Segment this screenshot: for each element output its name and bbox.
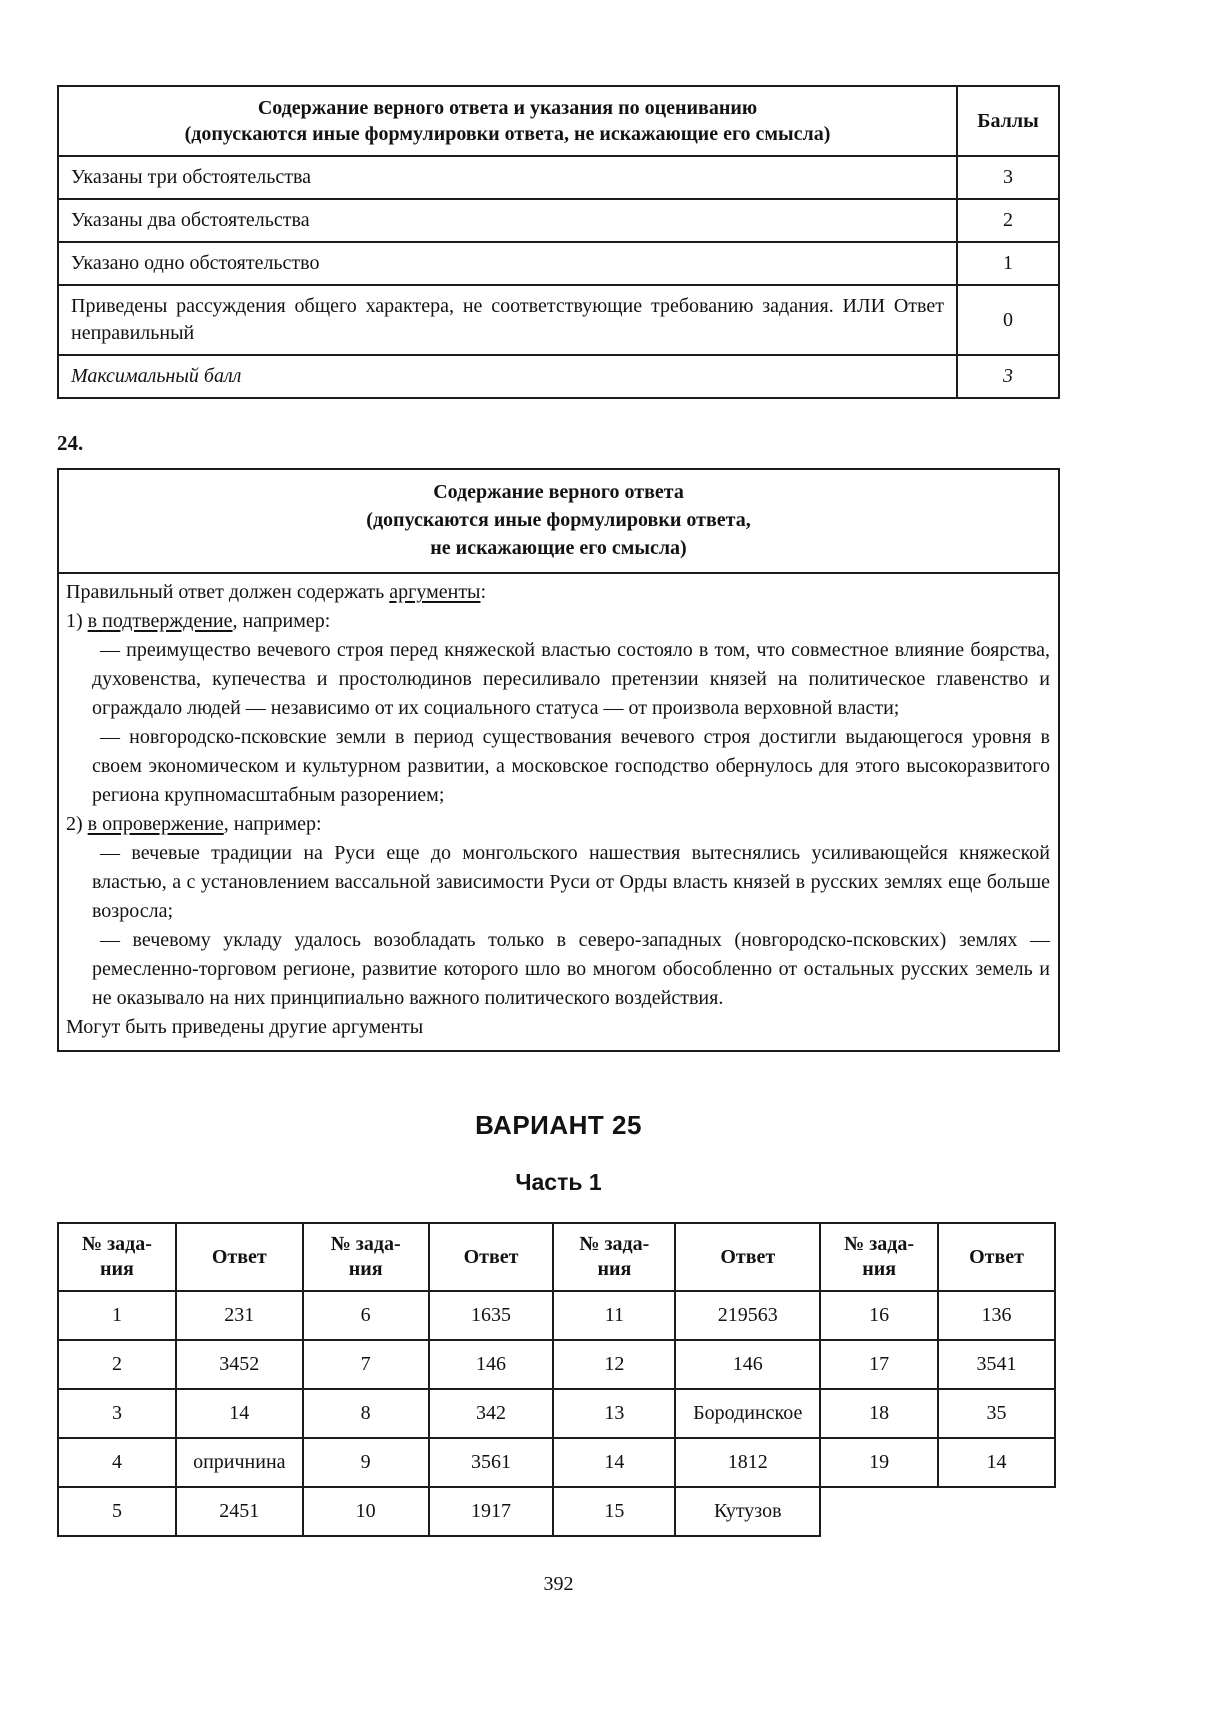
rubric-body	[58, 573, 1059, 1051]
answer-cell: Кутузов	[675, 1487, 820, 1536]
rubric-header-line2: (допускаются иные формулировки ответа,	[366, 509, 751, 531]
rubric-paragraph	[92, 723, 1050, 810]
answers-header-num-line1: № зада-	[330, 1233, 401, 1255]
max-score-value: 3	[957, 355, 1059, 398]
task-id-cell: 12	[553, 1340, 675, 1389]
rubric-header-row	[58, 469, 1059, 573]
rubric-text-segment: — вечевые традиции на Руси еще до монгольского нашествия вытеснялись усиливающейся княжеской властью, а с установлением вассальной зависимости Руси от Орды власть князей в русских землях еще больше возросла;	[92, 842, 1050, 922]
points-cell: 3	[957, 156, 1059, 199]
points-cell: 2	[957, 199, 1059, 242]
answers-row	[58, 1291, 1055, 1340]
rubric-paragraph	[92, 839, 1050, 926]
task-id-cell: 19	[820, 1438, 938, 1487]
answer-cell: 35	[938, 1389, 1055, 1438]
answers-header-row	[58, 1223, 1055, 1291]
scoring-criteria-header	[58, 86, 957, 156]
answer-cell: 136	[938, 1291, 1055, 1340]
rubric-paragraph	[66, 810, 1050, 839]
answer-cell: 2451	[176, 1487, 303, 1536]
rubric-text-segment: Правильный ответ должен содержать	[66, 581, 390, 603]
scoring-criteria-header-line1: Содержание верного ответа и указания по оцениванию	[257, 97, 758, 119]
scoring-criteria-header-line2: (допускаются иные формулировки ответа, не искажающие его смысла)	[184, 123, 831, 145]
task-id-cell: 14	[553, 1438, 675, 1487]
rubric-text-segment: 2)	[66, 813, 88, 835]
scoring-table	[57, 85, 1060, 399]
rubric-text-segment: Могут быть приведены другие аргументы	[66, 1016, 424, 1038]
rubric-table	[57, 468, 1060, 1052]
answer-cell: 14	[938, 1438, 1055, 1487]
rubric-underlined-segment: аргументы	[389, 581, 481, 603]
scoring-row	[58, 242, 1059, 285]
task-id-cell: 16	[820, 1291, 938, 1340]
answer-cell: 1635	[429, 1291, 554, 1340]
rubric-paragraph	[92, 636, 1050, 723]
empty-cell	[938, 1487, 1055, 1536]
task-id-cell: 8	[303, 1389, 429, 1438]
answer-cell: 146	[675, 1340, 820, 1389]
task-id-cell: 15	[553, 1487, 675, 1536]
max-score-label: Максимальный балл	[58, 355, 957, 398]
task-id-cell: 4	[58, 1438, 176, 1487]
criteria-cell: Указано одно обстоятельство	[58, 242, 957, 285]
task-id-cell: 9	[303, 1438, 429, 1487]
answers-header-num-line2: ния	[862, 1258, 897, 1280]
answer-cell: 3541	[938, 1340, 1055, 1389]
answers-row	[58, 1389, 1055, 1438]
rubric-paragraph	[92, 926, 1050, 1013]
rubric-text-segment: — новгородско-псковские земли в период существования вечевого строя достигли выдающегося уровня в своем экономическом и культурном развитии, а московское господство обернулось для этого высокоразвитого региона крупномасштабным разорением;	[92, 726, 1050, 806]
criteria-cell: Указаны два обстоятельства	[58, 199, 957, 242]
rubric-text-segment: :	[480, 581, 487, 603]
answer-cell: 342	[429, 1389, 554, 1438]
task-id-cell: 13	[553, 1389, 675, 1438]
task-id-cell: 7	[303, 1340, 429, 1389]
scoring-footer-row	[58, 355, 1059, 398]
empty-cell	[820, 1487, 938, 1536]
answer-cell: 1917	[429, 1487, 554, 1536]
answers-row	[58, 1487, 1055, 1536]
rubric-body-row	[58, 573, 1059, 1051]
answer-cell: Бородинское	[675, 1389, 820, 1438]
task-number: 24.	[57, 431, 84, 455]
answers-header-answer: Ответ	[176, 1223, 303, 1291]
answers-table	[57, 1222, 1056, 1537]
task-id-cell: 10	[303, 1487, 429, 1536]
answers-header-num-line1: № зада-	[81, 1233, 152, 1255]
scoring-row	[58, 156, 1059, 199]
part-title: Часть 1	[515, 1169, 602, 1195]
scoring-row	[58, 199, 1059, 242]
rubric-underlined-segment: в подтверждение	[87, 610, 233, 632]
task-id-cell: 11	[553, 1291, 675, 1340]
rubric-header-line3: не искажающие его смысла)	[430, 537, 687, 559]
page-number: 392	[543, 1573, 574, 1595]
rubric-header-line1: Содержание верного ответа	[433, 481, 684, 503]
rubric-paragraph	[66, 1013, 1050, 1042]
task-id-cell: 2	[58, 1340, 176, 1389]
criteria-cell: Приведены рассуждения общего характера, не соответствующие требованию задания. ИЛИ Ответ неправильный	[58, 285, 957, 355]
variant-title: ВАРИАНТ 25	[475, 1110, 642, 1140]
answer-cell: 146	[429, 1340, 554, 1389]
task-id-cell: 17	[820, 1340, 938, 1389]
answers-header-num	[820, 1223, 938, 1291]
answers-header-num-line2: ния	[597, 1258, 632, 1280]
rubric-underlined-segment: в опровержение	[87, 813, 224, 835]
task-id-cell: 6	[303, 1291, 429, 1340]
answer-cell: 1812	[675, 1438, 820, 1487]
rubric-header	[58, 469, 1059, 573]
answers-row	[58, 1438, 1055, 1487]
answers-row	[58, 1340, 1055, 1389]
answers-header-num-line1: № зада-	[844, 1233, 915, 1255]
answer-cell: 219563	[675, 1291, 820, 1340]
scoring-points-header: Баллы	[957, 86, 1059, 156]
task-id-cell: 5	[58, 1487, 176, 1536]
rubric-text-segment: , например:	[223, 813, 322, 835]
task-id-cell: 18	[820, 1389, 938, 1438]
rubric-paragraph	[66, 578, 1050, 607]
answers-header-answer: Ответ	[429, 1223, 554, 1291]
answers-header-num-line2: ния	[100, 1258, 134, 1280]
answer-cell: опричнина	[176, 1438, 303, 1487]
rubric-text-segment: — преимущество вечевого строя перед княжеской властью состояло в том, что совместное влияние боярства, духовенства, купечества и простолюдинов пересиливало претензии князей на политическое главенство и ограждало людей — независимо от их социального статуса — от произвола верховной власти;	[92, 639, 1050, 719]
scoring-header-row	[58, 86, 1059, 156]
rubric-text-segment: , например:	[232, 610, 331, 632]
answer-cell: 3561	[429, 1438, 554, 1487]
answers-header-num-line2: ния	[348, 1258, 383, 1280]
points-cell: 1	[957, 242, 1059, 285]
criteria-cell: Указаны три обстоятельства	[58, 156, 957, 199]
points-cell: 0	[957, 285, 1059, 355]
rubric-text-segment: 1)	[66, 610, 88, 632]
answer-cell: 3452	[176, 1340, 303, 1389]
answer-cell: 14	[176, 1389, 303, 1438]
answers-header-answer: Ответ	[675, 1223, 820, 1291]
answers-header-num-line1: № зада-	[579, 1233, 650, 1255]
task-id-cell: 3	[58, 1389, 176, 1438]
rubric-text-segment: — вечевому укладу удалось возобладать только в северо-западных (новгородско-псковских) землях — ремесленно-торговом регионе, развитие которого шло во многом обособленно от остальных русских земель и не оказывало на них принципиально важного политического воздействия.	[92, 929, 1050, 1009]
answers-header-num	[553, 1223, 675, 1291]
answers-header-answer: Ответ	[938, 1223, 1055, 1291]
answers-header-num	[58, 1223, 176, 1291]
rubric-paragraph	[66, 607, 1050, 636]
answer-cell: 231	[176, 1291, 303, 1340]
answers-header-num	[303, 1223, 429, 1291]
scoring-row	[58, 285, 1059, 355]
task-id-cell: 1	[58, 1291, 176, 1340]
